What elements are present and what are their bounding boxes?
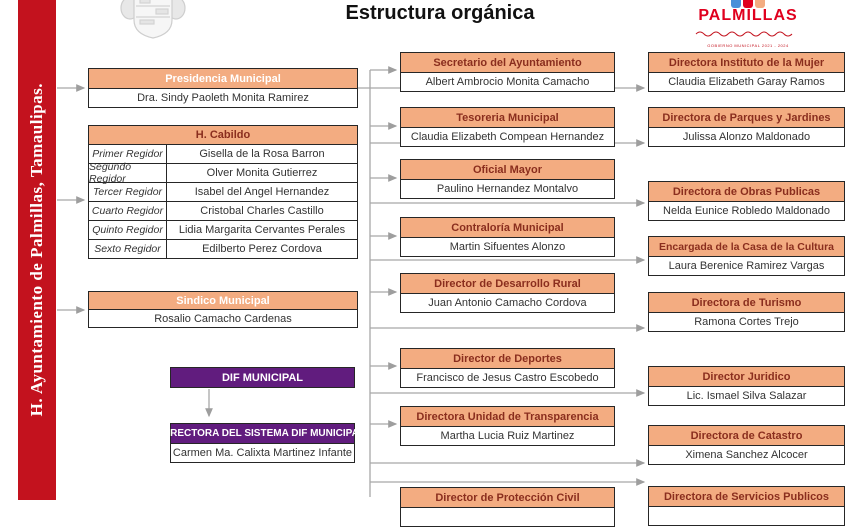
box-title: Directora de Servicios Publicos [649,487,844,507]
cabildo-row [89,161,357,185]
box-title: Directora Instituto de la Mujer [649,53,844,73]
box-title: Secretario del Ayuntamiento [401,53,614,73]
cabildo-role: Primer Regidor [89,145,167,163]
cabildo-name: Isabel del Angel Hernandez [194,186,330,198]
banner-title: H. Ayuntamiento de Palmillas, Tamaulipas. [27,83,46,417]
box-juridico [648,366,845,406]
box-title: Director de Protección Civil [401,488,614,508]
box-catastro [648,425,845,465]
box-secretario [400,52,615,92]
box-title: Oficial Mayor [401,160,614,180]
box-name: Claudia Elizabeth Garay Ramos [668,76,825,88]
box-dif-title: DIF MUNICIPAL [171,368,354,387]
box-parques-jardines [648,107,845,147]
box-turismo [648,292,845,332]
box-title: Director de Desarrollo Rural [401,274,614,294]
cabildo-name: Gisella de la Rosa Barron [199,148,325,160]
box-sindico-name: Rosalio Camacho Cardenas [154,312,292,325]
cabildo-role: Segundo Regidor [89,164,167,182]
box-name: Albert Ambrocio Monita Camacho [425,76,590,88]
box-title: Encargada de la Casa de la Cultura [649,237,844,257]
box-cabildo [88,125,358,259]
cabildo-name: Cristobal Charles Castillo [200,205,324,217]
cabildo-role: Cuarto Regidor [89,202,167,220]
box-title: Directora de Catastro [649,426,844,446]
box-name: Ximena Sanchez Alcocer [685,449,808,461]
box-sindico-title: Sindico Municipal [89,292,357,310]
box-name: Francisco de Jesus Castro Escobedo [416,372,599,384]
box-dif-directora [160,423,365,463]
box-transparencia [400,406,615,446]
box-dif [170,367,355,388]
box-presidencia [88,68,358,108]
municipal-seal-icon [112,0,194,45]
box-deportes [400,348,615,388]
page-title: Estructura orgánica [345,2,535,24]
box-presidencia-title: Presidencia Municipal [89,69,357,89]
box-instituto-mujer [648,52,845,92]
cabildo-row [89,201,357,220]
box-desarrollo-rural [400,273,615,313]
box-obras-publicas [648,181,845,221]
box-title: Directora de Obras Publicas [649,182,844,202]
box-dif-directora-title: DIRECTORA DEL SISTEMA DIF MUNICIPAL [171,424,354,444]
box-name: Martha Lucia Ruiz Martinez [440,430,575,442]
box-proteccion-civil [400,487,615,527]
box-name: Julissa Alonzo Maldonado [682,131,811,143]
box-tesoreria [400,107,615,147]
box-name: Juan Antonio Camacho Cordova [428,297,587,309]
cabildo-name: Edilberto Perez Cordova [202,243,322,255]
left-banner [18,0,56,500]
box-title: Tesoreria Municipal [401,108,614,128]
cabildo-role: Sexto Regidor [89,240,167,258]
box-cabildo-title: H. Cabildo [89,126,357,145]
cabildo-row [89,239,357,258]
cabildo-row [89,182,357,201]
box-name: Lic. Ismael Silva Salazar [686,390,807,402]
box-title: Directora de Turismo [649,293,844,313]
box-name [649,507,844,525]
box-contraloria [400,217,615,257]
cabildo-name: Olver Monita Gutierrez [206,167,318,179]
cabildo-role: Tercer Regidor [89,183,167,201]
cabildo-name: Lidia Margarita Cervantes Perales [178,224,346,236]
box-name [401,508,614,526]
logo-subtext: GOBIERNO MUNICIPAL 2021 - 2024 [707,43,789,48]
cabildo-row [89,220,357,239]
palmillas-logo [668,0,828,48]
box-name: Laura Berenice Ramirez Vargas [668,260,825,272]
box-title: Contraloría Municipal [401,218,614,238]
box-title: Directora Unidad de Transparencia [401,407,614,427]
box-title: Director Juridico [649,367,844,387]
box-dif-directora-name: Carmen Ma. Calixta Martinez Infante [172,447,353,459]
box-name: Paulino Hernandez Montalvo [436,183,579,195]
box-name: Ramona Cortes Trejo [694,316,799,328]
box-name: Martin Sifuentes Alonzo [449,241,566,253]
box-casa-cultura [648,236,845,276]
cabildo-role: Quinto Regidor [89,221,167,239]
logo-script-tagline-icon [693,30,803,37]
box-oficial-mayor [400,159,615,199]
box-servicios-publicos [648,486,845,526]
box-title: Directora de Parques y Jardines [649,108,844,128]
box-sindico [88,291,358,328]
box-name: Nelda Eunice Robledo Maldonado [663,205,830,217]
box-title: Director de Deportes [401,349,614,369]
box-name: Claudia Elizabeth Compean Hernandez [410,131,605,143]
box-presidencia-name: Dra. Sindy Paoleth Monita Ramirez [137,92,309,104]
logo-wordmark: PALMILLAS [698,7,798,24]
